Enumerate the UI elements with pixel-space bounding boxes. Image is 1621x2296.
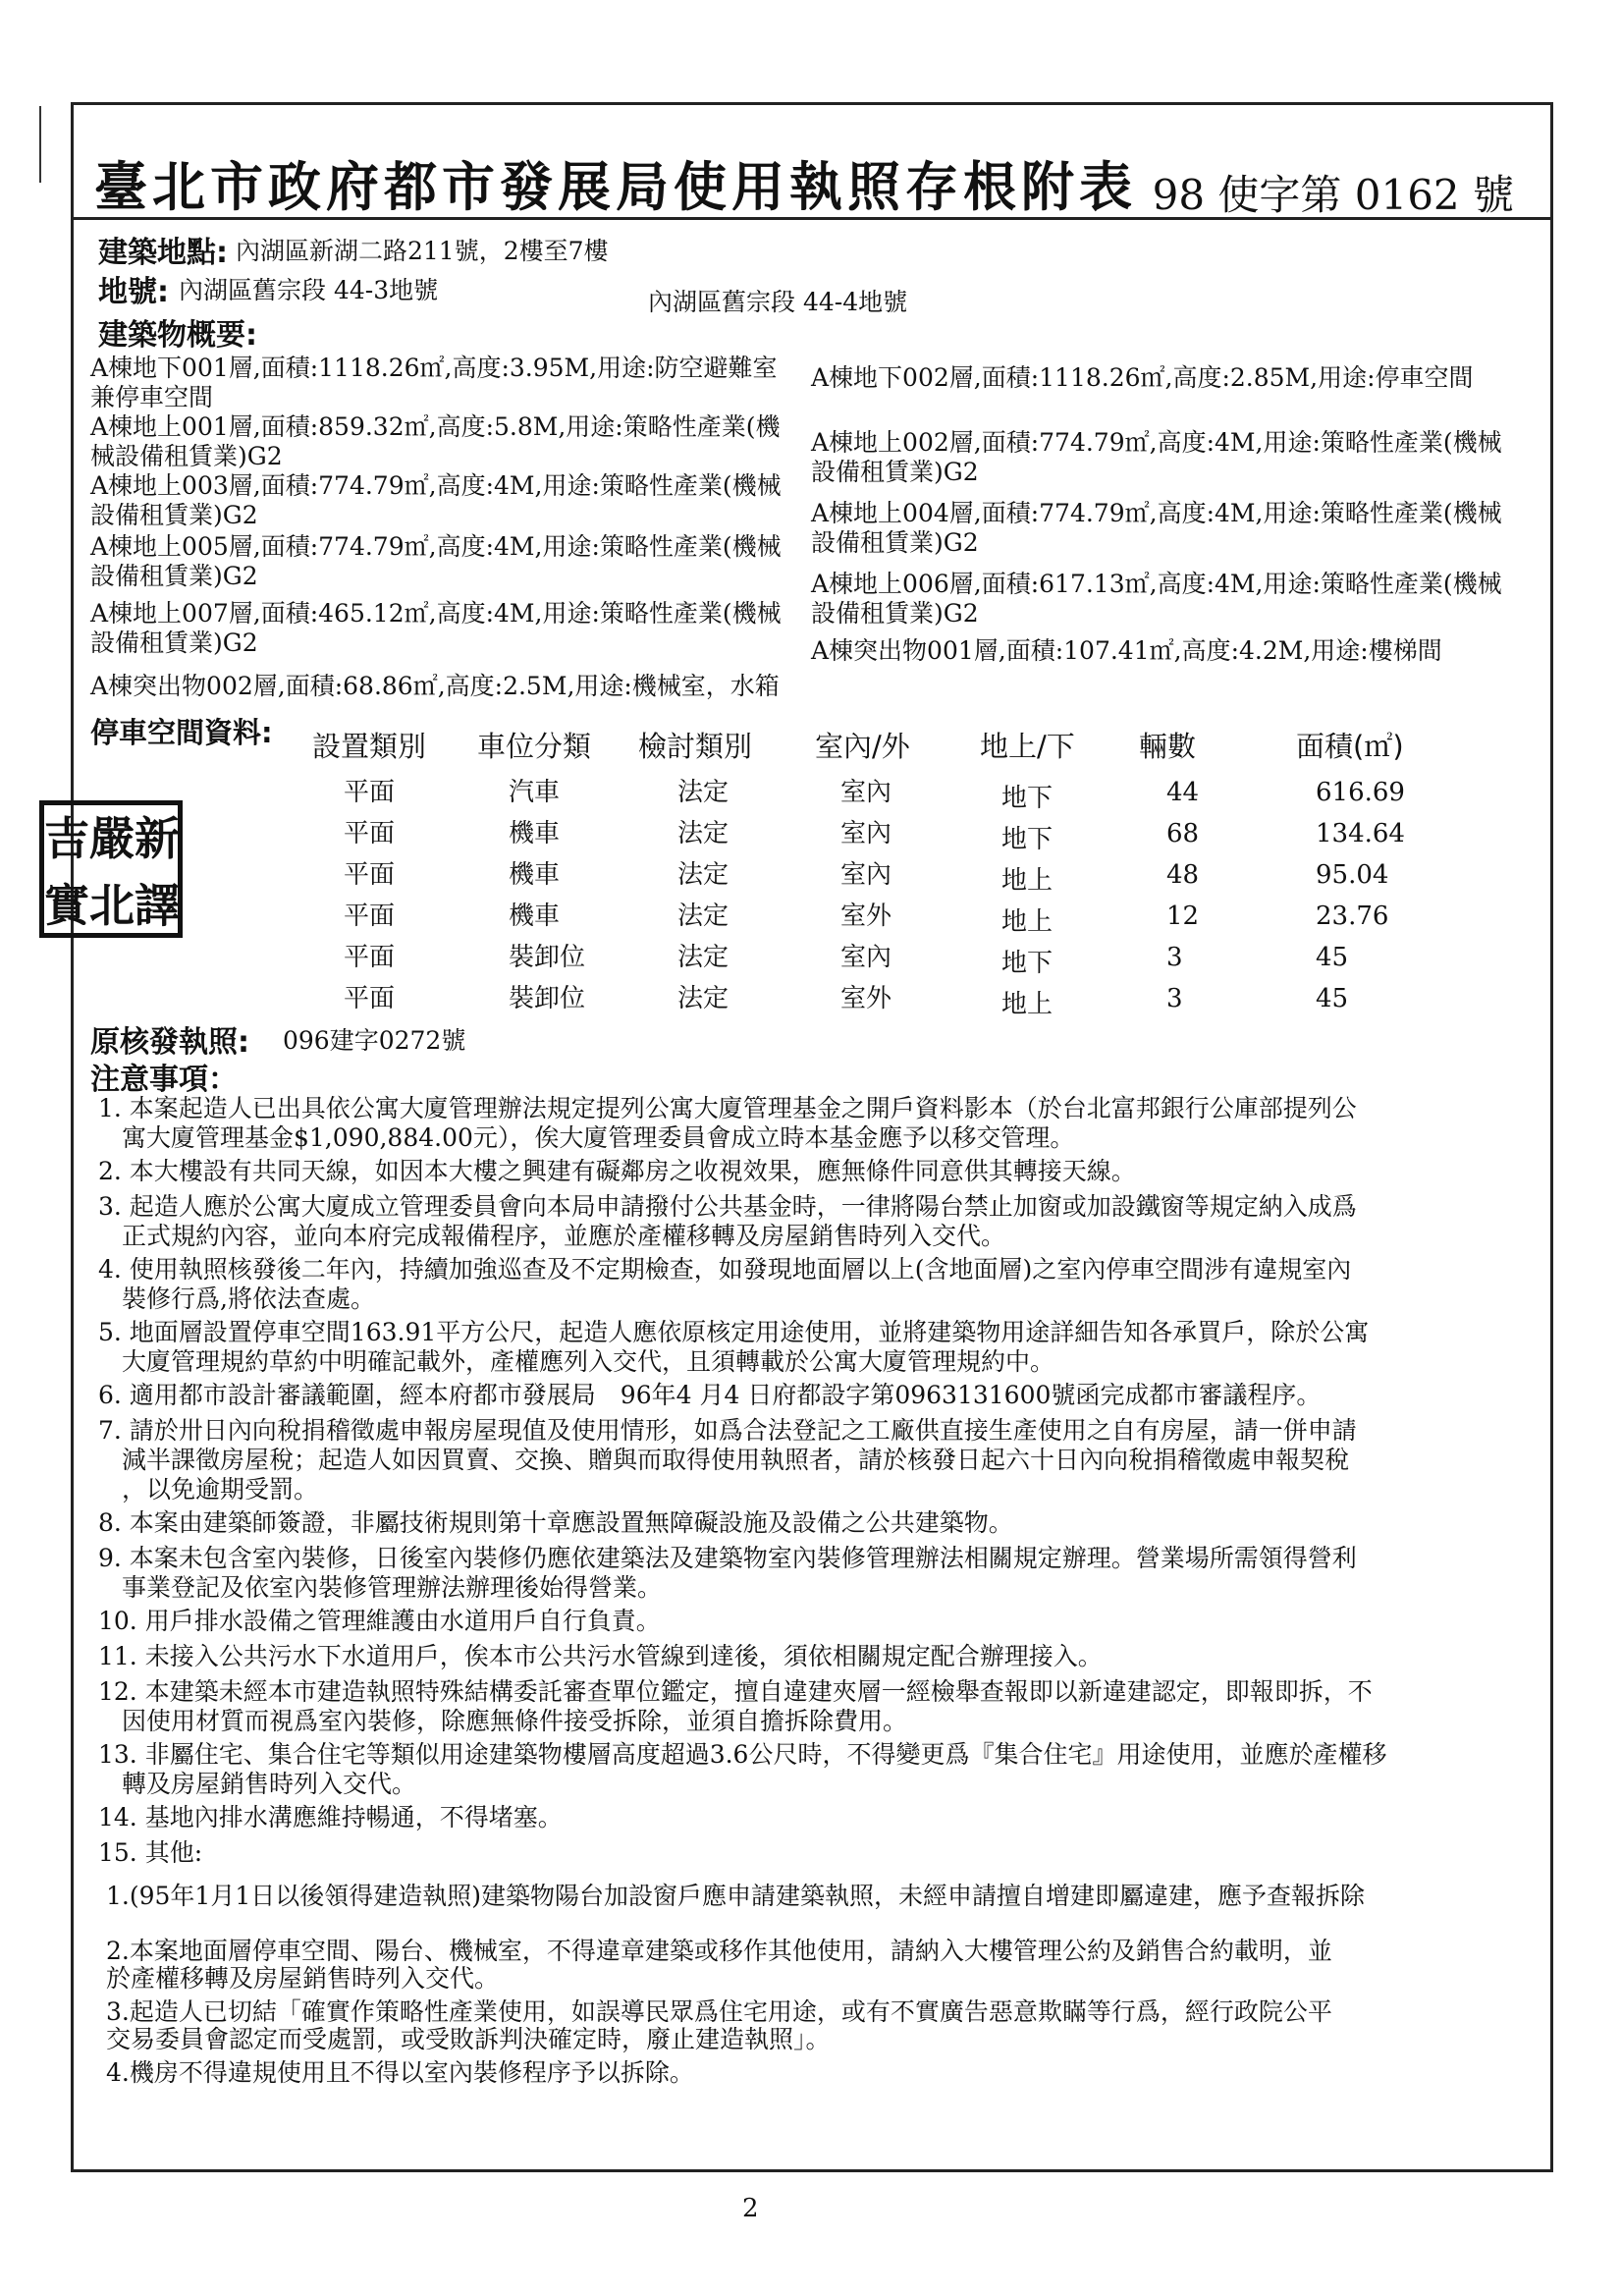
overview-line: A棟突出物002層,面積:68.86㎡,高度:2.5M,用途:機械室，水箱 xyxy=(90,672,780,700)
parking-cell: 地下 xyxy=(1001,949,1054,978)
parking-cell: 地上 xyxy=(1001,990,1054,1019)
overview-entry-right xyxy=(811,499,1502,558)
parking-cell: 地下 xyxy=(1001,784,1054,813)
parking-cell: 平面 xyxy=(344,778,396,807)
note-line: 裝修行爲,將依法查處。 xyxy=(122,1285,375,1313)
sub-note-line: 1.(95年1月1日以後領得建造執照)建築物陽台加設窗戶應申請建築執照，未經申請擅自增建即屬違建，應予查報拆除 xyxy=(106,1882,1365,1910)
sub-note-line: 3.起造人已切結「確實作策略性產業使用，如誤導民眾爲住宅用途，或有不實廣告惡意欺瞞等行爲，經行政院公平 xyxy=(106,1997,1332,2026)
official-seal-stamp xyxy=(39,800,183,938)
overview-entry-right xyxy=(811,636,1442,666)
parking-header-cell: 室內/外 xyxy=(815,730,910,763)
parking-cell: 法定 xyxy=(677,984,729,1013)
sub-note-line: 2.本案地面層停車空間、陽台、機械室，不得違章建築或移作其他使用，請納入大樓管理公約及銷售合約載明，並 xyxy=(106,1937,1332,1965)
parking-cell: 地下 xyxy=(1001,825,1054,854)
parking-header-cell: 輛數 xyxy=(1139,730,1197,763)
permit-number: 98 使字第 0162 號 xyxy=(1152,171,1514,219)
note-line: 15. 其他: xyxy=(98,1838,203,1867)
note-line: 2. 本大樓設有共同天線，如因本大樓之興建有礙鄰房之收視效果，應無條件同意供其轉接天線。 xyxy=(98,1157,1136,1185)
document-header xyxy=(71,102,1553,220)
stamp-char: 嚴 xyxy=(89,812,135,865)
parking-header-cell: 車位分類 xyxy=(477,730,592,763)
stamp-char: 新 xyxy=(135,812,180,865)
stamp-char: 吉 xyxy=(44,812,89,865)
parking-cell: 室內 xyxy=(840,819,892,848)
parking-cell: 45 xyxy=(1316,984,1349,1013)
address-label: 建築地點: xyxy=(98,236,228,270)
note-line: 6. 適用都市設計審議範圍，經本府都市發展局 96年4 月4 日府都設字第0963131600號函完成都市審議程序。 xyxy=(98,1381,1322,1409)
overview-line: A棟地下002層,面積:1118.26㎡,高度:2.85M,用途:停車空間 xyxy=(811,363,1474,392)
stamp-char: 北 xyxy=(89,879,135,932)
parking-cell: 3 xyxy=(1166,984,1183,1013)
note-line: 10. 用戶排水設備之管理維護由水道用戶自行負責。 xyxy=(98,1607,661,1635)
note-line: 7. 請於卅日內向稅捐稽徵處申報房屋現值及使用情形，如爲合法登記之工廠供直接生產使用之自有房屋，請一併申請 xyxy=(98,1416,1357,1445)
parking-cell: 室內 xyxy=(840,943,892,972)
parking-header-cell: 設置類別 xyxy=(312,730,427,763)
note-line: 14. 基地內排水溝應維持暢通，不得堵塞。 xyxy=(98,1803,563,1831)
original-permit-label: 原核發執照: xyxy=(90,1025,249,1060)
note-line: 13. 非屬住宅、集合住宅等類似用途建築物樓層高度超過3.6公尺時，不得變更爲『集合住宅』用途使用，並應於產權移 xyxy=(98,1740,1387,1769)
parking-cell: 平面 xyxy=(344,860,396,890)
overview-line: A棟地下001層,面積:1118.26㎡,高度:3.95M,用途:防空避難室 xyxy=(90,354,778,382)
overview-entry-left xyxy=(90,532,782,591)
overview-line: A棟地上003層,面積:774.79㎡,高度:4M,用途:策略性產業(機械 xyxy=(90,471,782,500)
overview-line: 設備租賃業)G2 xyxy=(811,599,979,628)
note-line: 5. 地面層設置停車空間163.91平方公尺，起造人應依原核定用途使用，並將建築物用途詳細告知各承買戶，除於公寓 xyxy=(98,1318,1370,1346)
parking-cell: 室內 xyxy=(840,778,892,807)
overview-line: 械設備租賃業)G2 xyxy=(90,442,283,470)
overview-entry-right xyxy=(811,363,1474,393)
note-line: 4. 使用執照核發後二年內，持續加強巡查及不定期檢查，如發現地面層以上(含地面層)之室內停車空間涉有違規室內 xyxy=(98,1255,1352,1284)
overview-line: A棟地上002層,面積:774.79㎡,高度:4M,用途:策略性產業(機械 xyxy=(811,428,1502,457)
note-line: 事業登記及依室內裝修管理辦法辦理後始得營業。 xyxy=(122,1573,663,1602)
parking-cell: 平面 xyxy=(344,902,396,931)
overview-entry-left xyxy=(90,471,782,530)
parking-cell: 室外 xyxy=(840,902,892,931)
sub-note-line: 於產權移轉及房屋銷售時列入交代。 xyxy=(106,1964,500,1993)
note-line: 正式規約內容，並向本府完成報備程序，並應於產權移轉及房屋銷售時列入交代。 xyxy=(122,1222,1006,1250)
parking-cell: 機車 xyxy=(509,819,561,848)
overview-line: A棟地上007層,面積:465.12㎡,高度:4M,用途:策略性產業(機械 xyxy=(90,599,782,628)
overview-entry-right xyxy=(811,428,1502,487)
overview-line: A棟突出物001層,面積:107.41㎡,高度:4.2M,用途:樓梯間 xyxy=(811,636,1442,665)
notes-label: 注意事項： xyxy=(90,1063,238,1097)
sub-note-line: 交易委員會認定而受處罰，或受敗訴判決確定時，廢止建造執照」。 xyxy=(106,2025,831,2053)
parking-cell: 134.64 xyxy=(1316,819,1405,848)
original-permit-value: 096建字0272號 xyxy=(283,1026,466,1055)
note-line: 3. 起造人應於公寓大廈成立管理委員會向本局申請撥付公共基金時，一律將陽台禁止加窗或加設鐵窗等規定納入成爲 xyxy=(98,1192,1357,1221)
overview-line: A棟地上005層,面積:774.79㎡,高度:4M,用途:策略性產業(機械 xyxy=(90,532,782,561)
parking-cell: 室內 xyxy=(840,860,892,890)
overview-label: 建築物概要: xyxy=(98,318,257,353)
note-line: 1. 本案起造人已出具依公寓大廈管理辦法規定提列公寓大廈管理基金之開戶資料影本（於台北富邦銀行公庫部提列公 xyxy=(98,1094,1357,1122)
note-line: 11. 未接入公共污水下水道用戶，俟本市公共污水管線到達後，須依相關規定配合辦理接入。 xyxy=(98,1642,1103,1670)
stamp-char: 譯 xyxy=(135,879,180,932)
note-line: 因使用材質而視爲室內裝修，除應無條件接受拆除，並須自擔拆除費用。 xyxy=(122,1707,908,1735)
parking-cell: 法定 xyxy=(677,902,729,931)
parking-cell: 法定 xyxy=(677,778,729,807)
parking-cell: 地上 xyxy=(1001,866,1054,896)
parking-cell: 地上 xyxy=(1001,907,1054,937)
lot-value-2: 內湖區舊宗段 44-4地號 xyxy=(648,288,908,316)
stamp-char: 實 xyxy=(44,879,89,932)
parking-cell: 裝卸位 xyxy=(509,943,586,972)
overview-line: 設備租賃業)G2 xyxy=(90,501,258,529)
parking-cell: 616.69 xyxy=(1316,778,1405,807)
parking-cell: 機車 xyxy=(509,860,561,890)
parking-cell: 法定 xyxy=(677,943,729,972)
note-line: 8. 本案由建築師簽證，非屬技術規則第十章應設置無障礙設施及設備之公共建築物。 xyxy=(98,1508,1013,1537)
parking-label: 停車空間資料: xyxy=(90,716,273,749)
overview-line: A棟地上004層,面積:774.79㎡,高度:4M,用途:策略性產業(機械 xyxy=(811,499,1502,527)
note-line: 9. 本案未包含室內裝修，日後室內裝修仍應依建築法及建築物室內裝修管理辦法相關規定辦理。營業場所需領得營利 xyxy=(98,1544,1357,1572)
parking-cell: 44 xyxy=(1166,778,1200,807)
sub-note-line: 4.機房不得違規使用且不得以室內裝修程序予以拆除。 xyxy=(106,2058,694,2087)
overview-line: 設備租賃業)G2 xyxy=(90,562,258,590)
parking-header-cell: 地上/下 xyxy=(980,730,1075,763)
overview-entry-right xyxy=(811,570,1502,629)
page-number: 2 xyxy=(742,2194,759,2223)
overview-entry-left xyxy=(90,354,778,412)
note-line: ，以免逾期受罰。 xyxy=(122,1475,319,1503)
overview-line: 兼停車空間 xyxy=(90,383,214,411)
parking-cell: 3 xyxy=(1166,943,1183,972)
document-title: 臺北市政府都市發展局使用執照存根附表 xyxy=(94,155,1137,218)
overview-entry-left xyxy=(90,672,780,701)
parking-cell: 法定 xyxy=(677,819,729,848)
parking-cell: 48 xyxy=(1166,860,1200,890)
parking-cell: 95.04 xyxy=(1316,860,1389,890)
overview-line: 設備租賃業)G2 xyxy=(90,629,258,657)
note-line: 大廈管理規約草約中明確記載外，產權應列入交代，且須轉載於公寓大廈管理規約中。 xyxy=(122,1347,1055,1376)
parking-cell: 汽車 xyxy=(509,778,561,807)
overview-entry-left xyxy=(90,412,780,471)
parking-cell: 室外 xyxy=(840,984,892,1013)
overview-entry-left xyxy=(90,599,782,658)
parking-cell: 裝卸位 xyxy=(509,984,586,1013)
parking-cell: 法定 xyxy=(677,860,729,890)
lot-value-1: 內湖區舊宗段 44-3地號 xyxy=(179,276,439,304)
parking-cell: 12 xyxy=(1166,902,1200,931)
parking-header-cell: 面積(㎡) xyxy=(1296,730,1404,763)
lot-label: 地號: xyxy=(98,275,169,309)
parking-cell: 平面 xyxy=(344,984,396,1013)
address-value: 內湖區新湖二路211號，2樓至7樓 xyxy=(236,237,609,265)
note-line: 12. 本建築未經本市建造執照特殊結構委託審查單位鑑定，擅自違建夾層一經檢舉查報即以新違建認定，即報即拆，不 xyxy=(98,1677,1373,1706)
note-line: 寓大廈管理基金$1,090,884.00元），俟大廈管理委員會成立時本基金應予以移交管理。 xyxy=(122,1123,1075,1152)
parking-cell: 68 xyxy=(1166,819,1200,848)
parking-header-cell: 檢討類別 xyxy=(638,730,753,763)
note-line: 減半課徵房屋稅；起造人如因買賣、交換、贈與而取得使用執照者，請於核發日起六十日內向稅捐稽徵處申報契稅 xyxy=(122,1446,1350,1474)
overview-line: 設備租賃業)G2 xyxy=(811,528,979,557)
parking-cell: 23.76 xyxy=(1316,902,1389,931)
overview-line: A棟地上001層,面積:859.32㎡,高度:5.8M,用途:策略性產業(機 xyxy=(90,412,781,441)
parking-cell: 45 xyxy=(1316,943,1349,972)
parking-cell: 機車 xyxy=(509,902,561,931)
overview-line: A棟地上006層,面積:617.13㎡,高度:4M,用途:策略性產業(機械 xyxy=(811,570,1502,598)
overview-line: 設備租賃業)G2 xyxy=(811,458,979,486)
parking-cell: 平面 xyxy=(344,943,396,972)
parking-cell: 平面 xyxy=(344,819,396,848)
note-line: 轉及房屋銷售時列入交代。 xyxy=(122,1770,417,1798)
